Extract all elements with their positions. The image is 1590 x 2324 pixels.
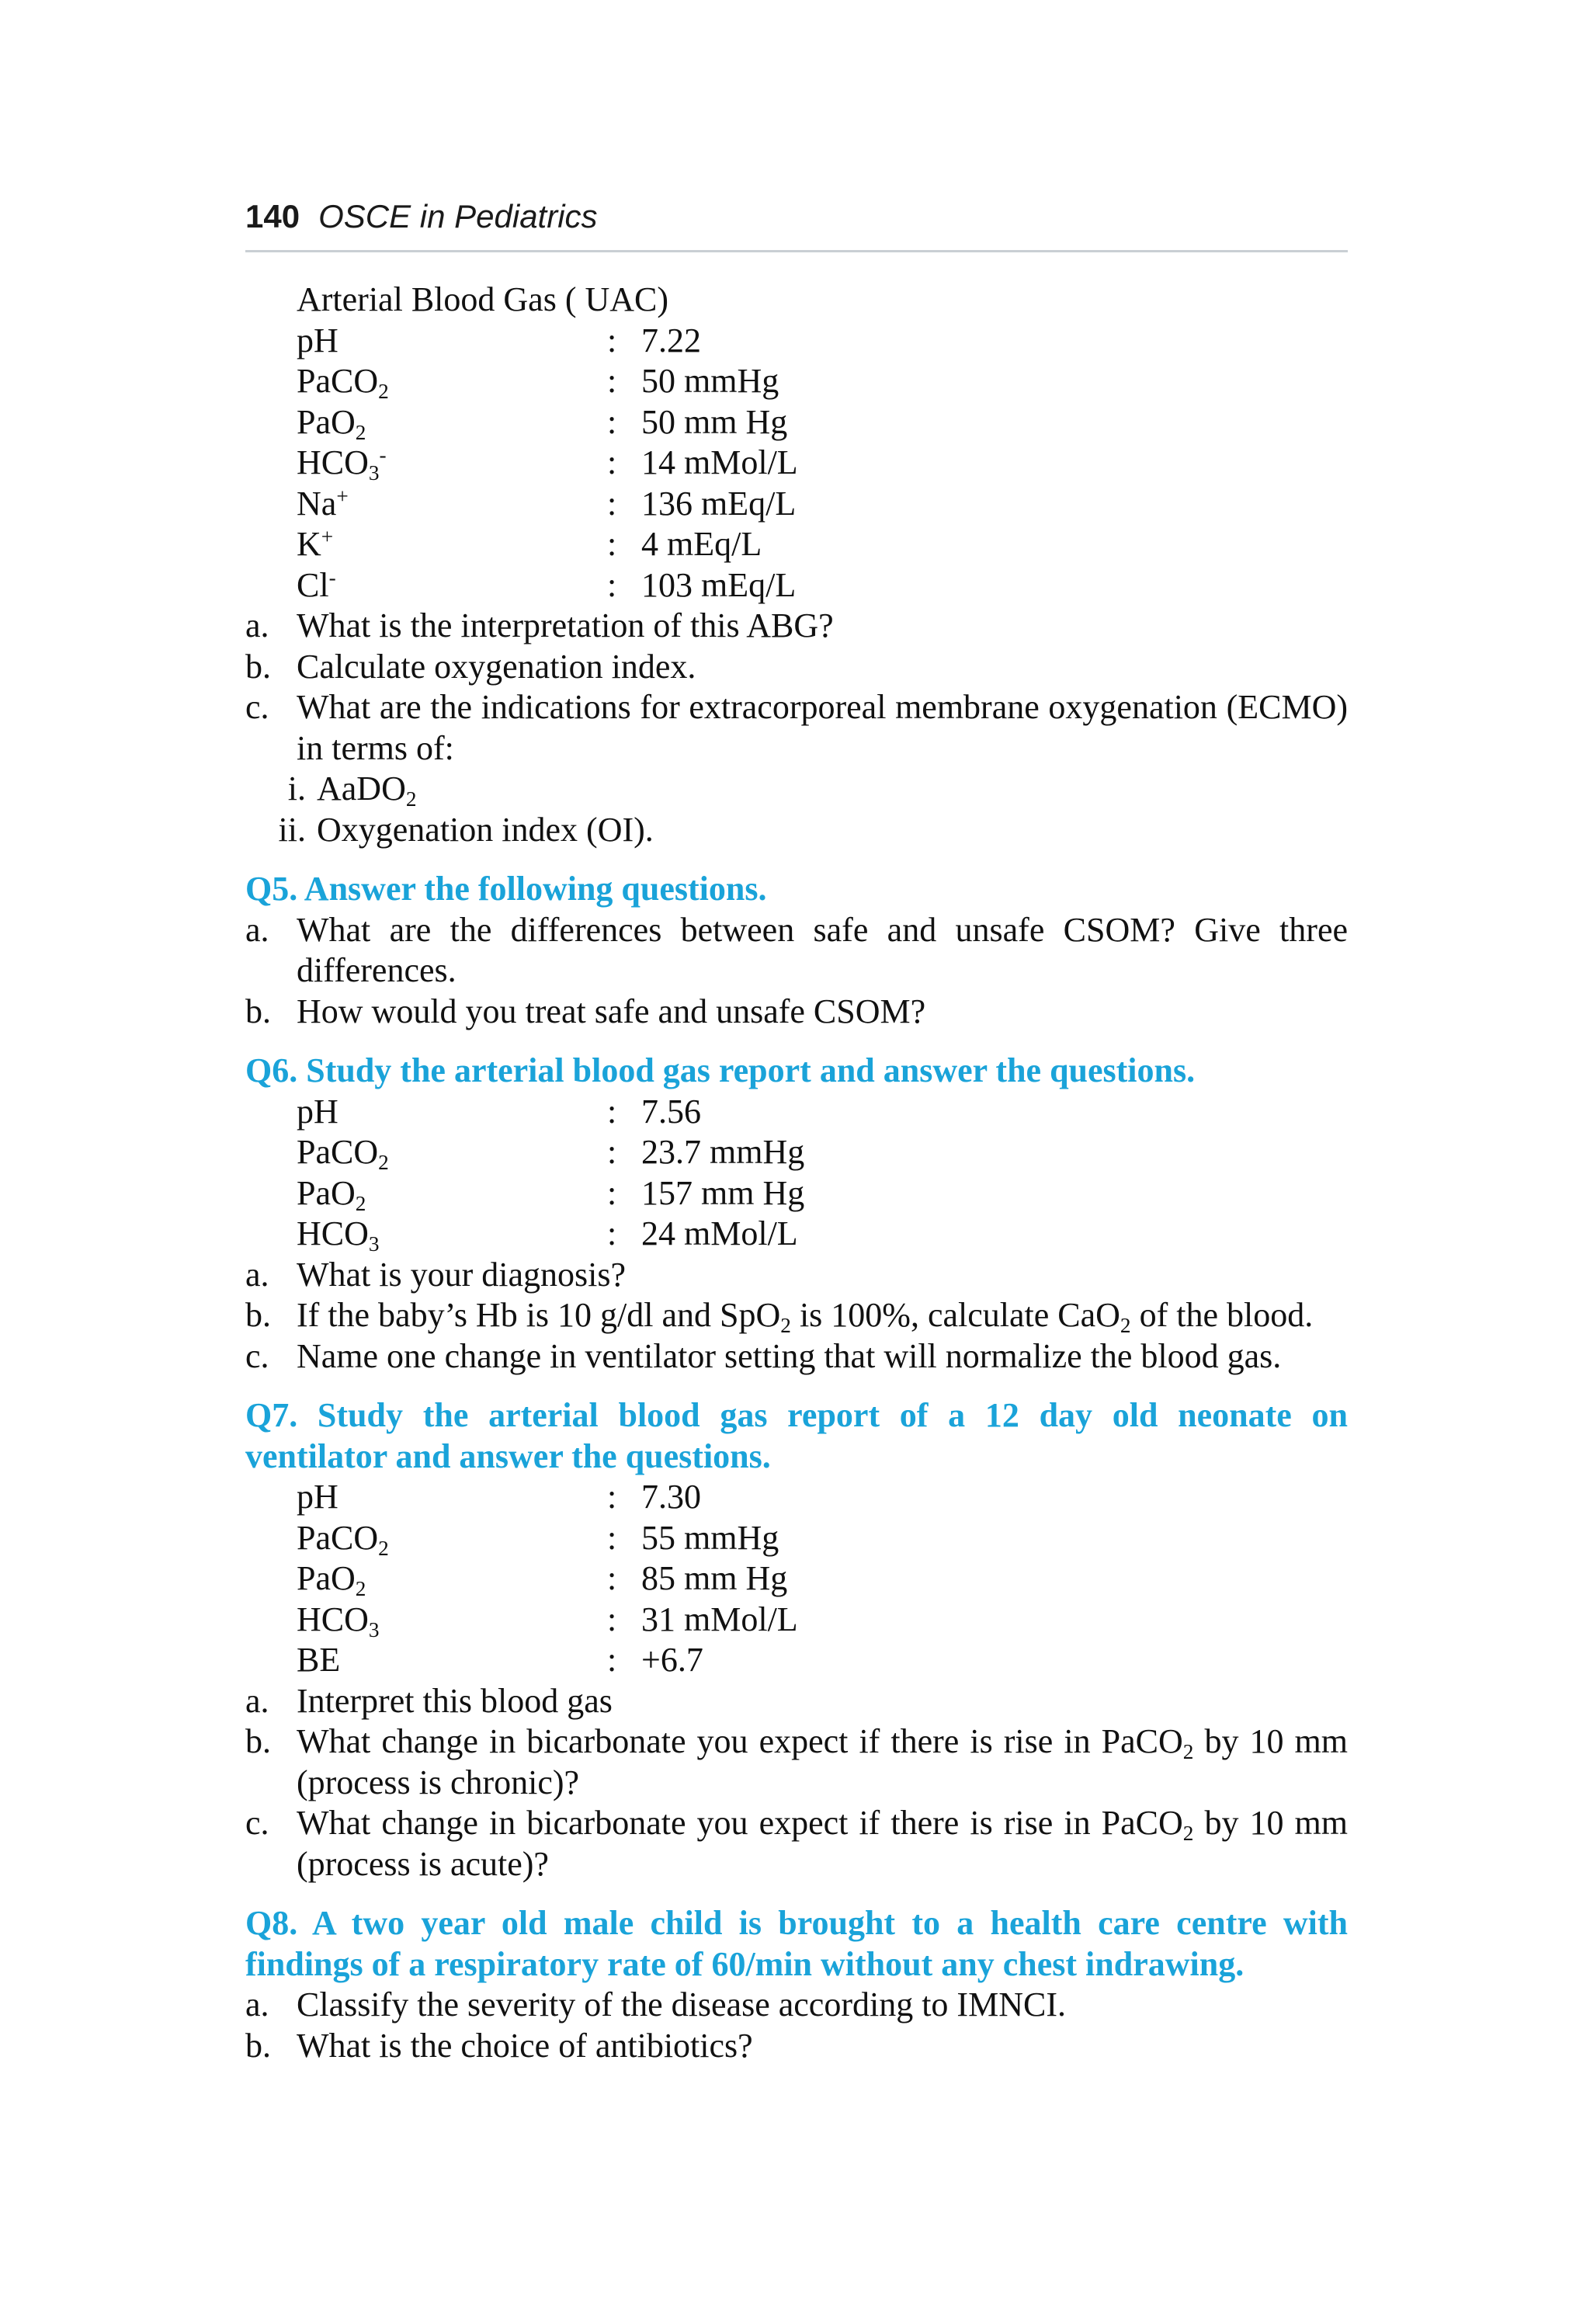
- lab-row: [245, 1640, 1348, 1681]
- lab-value: 103 mEq/L: [641, 565, 797, 604]
- lab-colon: :: [607, 1133, 617, 1171]
- lab-colon: :: [607, 321, 617, 360]
- lab-colon: :: [607, 1173, 617, 1212]
- lab-value: 31 mMol/L: [641, 1600, 798, 1638]
- header-rule: [245, 250, 1348, 252]
- abg-caption: Arterial Blood Gas ( UAC): [297, 280, 669, 318]
- lab-row: [245, 1092, 1348, 1133]
- lab-colon: :: [607, 565, 617, 604]
- lab-colon: :: [607, 1559, 617, 1597]
- lab-row: [245, 524, 1348, 565]
- q5-heading: Q5. Answer the following questions.: [245, 870, 767, 908]
- lab-value: 4 mEq/L: [641, 525, 762, 563]
- lab-colon: :: [607, 1600, 617, 1638]
- lab-name: BE: [297, 1641, 341, 1679]
- lab-row: [245, 565, 1348, 606]
- lab-row: [245, 1600, 1348, 1641]
- lab-value: 136 mEq/L: [641, 484, 797, 523]
- lab-row: [245, 1214, 1348, 1255]
- lab-value: 50 mmHg: [641, 362, 779, 400]
- lab-value: 24 mMol/L: [641, 1214, 798, 1252]
- lab-name: PaO$_2$: [297, 402, 366, 444]
- lab-value: 23.7 mmHg: [641, 1133, 805, 1171]
- page-number: 140: [245, 198, 300, 234]
- question-item: a. What is the interpretation of this ABG?: [245, 606, 834, 644]
- sub-item: i. AaDO$_2$: [287, 769, 417, 811]
- lab-colon: :: [607, 1092, 617, 1131]
- page-content: [245, 280, 1348, 2066]
- lab-name: K+: [297, 525, 334, 563]
- lab-colon: :: [607, 525, 617, 563]
- lab-name: PaCO$_2$: [297, 362, 389, 404]
- lab-value: 157 mm Hg: [641, 1173, 805, 1212]
- lab-colon: :: [607, 484, 617, 523]
- q7-lab-table: [245, 1477, 1348, 1681]
- q7-item-b: b. What change in bicarbonate you expect if there is rise in PaCO$_2$ by 10 mm (process is chronic)?: [245, 1722, 1348, 1801]
- q7-item-c: c. What change in bicarbonate you expect if there is rise in PaCO$_2$ by 10 mm (process is acute)?: [245, 1804, 1348, 1883]
- lab-name: $HCO_3$: [297, 1214, 380, 1256]
- lab-row: [245, 1477, 1348, 1518]
- lab-value: +6.7: [641, 1641, 703, 1679]
- q7-item-a: a. Interpret this blood gas: [245, 1681, 613, 1720]
- question-item: a. What are the differences between safe and unsafe CSOM? Give three differences.: [245, 910, 1348, 989]
- lab-value: 7.22: [641, 321, 701, 360]
- lab-colon: :: [607, 1641, 617, 1679]
- q6-lab-table: [245, 1092, 1348, 1255]
- q6-item-a: a. What is your diagnosis?: [245, 1255, 627, 1294]
- lab-colon: :: [607, 402, 617, 441]
- abg-lab-table: [245, 321, 1348, 606]
- sub-item: ii. Oxygenation index (OI).: [278, 810, 654, 849]
- lab-row: [245, 402, 1348, 443]
- lab-name: $HCO_3^-$: [297, 443, 387, 485]
- q4-items: [245, 606, 1348, 769]
- q8-heading: Q8. A two year old male child is brought to a health care centre with findings of a respiratory rate of 60/min without any chest indrawing.: [245, 1904, 1348, 1983]
- lab-name: PaCO$_2$: [297, 1518, 389, 1560]
- lab-name: Cl-: [297, 565, 336, 604]
- lab-name: PaCO$_2$: [297, 1133, 389, 1175]
- lab-value: 7.30: [641, 1478, 701, 1516]
- lab-colon: :: [607, 1478, 617, 1516]
- lab-name: Na+: [297, 484, 349, 523]
- lab-row: [245, 321, 1348, 362]
- lab-value: 7.56: [641, 1092, 701, 1131]
- q8-items: [245, 1985, 1348, 2066]
- question-item: b. What is the choice of antibiotics?: [245, 2026, 753, 2065]
- q6-item-c: c. Name one change in ventilator setting that will normalize the blood gas.: [245, 1336, 1282, 1375]
- q4-subitems: [245, 769, 1348, 850]
- question-item: a. Classify the severity of the disease according to IMNCI.: [245, 1985, 1066, 2024]
- lab-row: [245, 1558, 1348, 1600]
- lab-value: 85 mm Hg: [641, 1559, 788, 1597]
- q7-heading: Q7. Study the arterial blood gas report of a 12 day old neonate on ventilator and answer the questions.: [245, 1396, 1348, 1475]
- lab-name: PaO$_2$: [297, 1173, 366, 1215]
- question-item: b. Calculate oxygenation index.: [245, 647, 696, 686]
- lab-row: [245, 361, 1348, 402]
- q6-heading: Q6. Study the arterial blood gas report and answer the questions.: [245, 1051, 1196, 1089]
- lab-colon: :: [607, 1518, 617, 1557]
- lab-colon: :: [607, 1214, 617, 1252]
- lab-name: PaO$_2$: [297, 1559, 366, 1601]
- question-item: b. How would you treat safe and unsafe CSOM?: [245, 992, 926, 1030]
- running-header: [245, 198, 1348, 235]
- lab-name: pH: [297, 321, 338, 360]
- lab-row: [245, 1173, 1348, 1214]
- lab-value: 14 mMol/L: [641, 443, 798, 481]
- q6-item-b: b. If the baby’s Hb is 10 g/dl and SpO$_2$ is 100%, calculate CaO$_2$ of the blood.: [245, 1296, 1314, 1338]
- lab-row: [245, 484, 1348, 525]
- lab-name: pH: [297, 1478, 338, 1516]
- lab-value: 50 mm Hg: [641, 402, 788, 441]
- lab-row: [245, 1518, 1348, 1559]
- lab-name: pH: [297, 1092, 338, 1131]
- lab-value: 55 mmHg: [641, 1518, 779, 1557]
- question-item: c. What are the indications for extracorporeal membrane oxygenation (ECMO) in terms of:: [245, 688, 1348, 767]
- lab-colon: :: [607, 443, 617, 481]
- lab-row: [245, 1132, 1348, 1173]
- lab-colon: :: [607, 362, 617, 400]
- lab-row: [245, 443, 1348, 484]
- q5-items: [245, 910, 1348, 1033]
- book-title: OSCE in Pediatrics: [318, 198, 598, 234]
- lab-name: $HCO_3$: [297, 1600, 380, 1641]
